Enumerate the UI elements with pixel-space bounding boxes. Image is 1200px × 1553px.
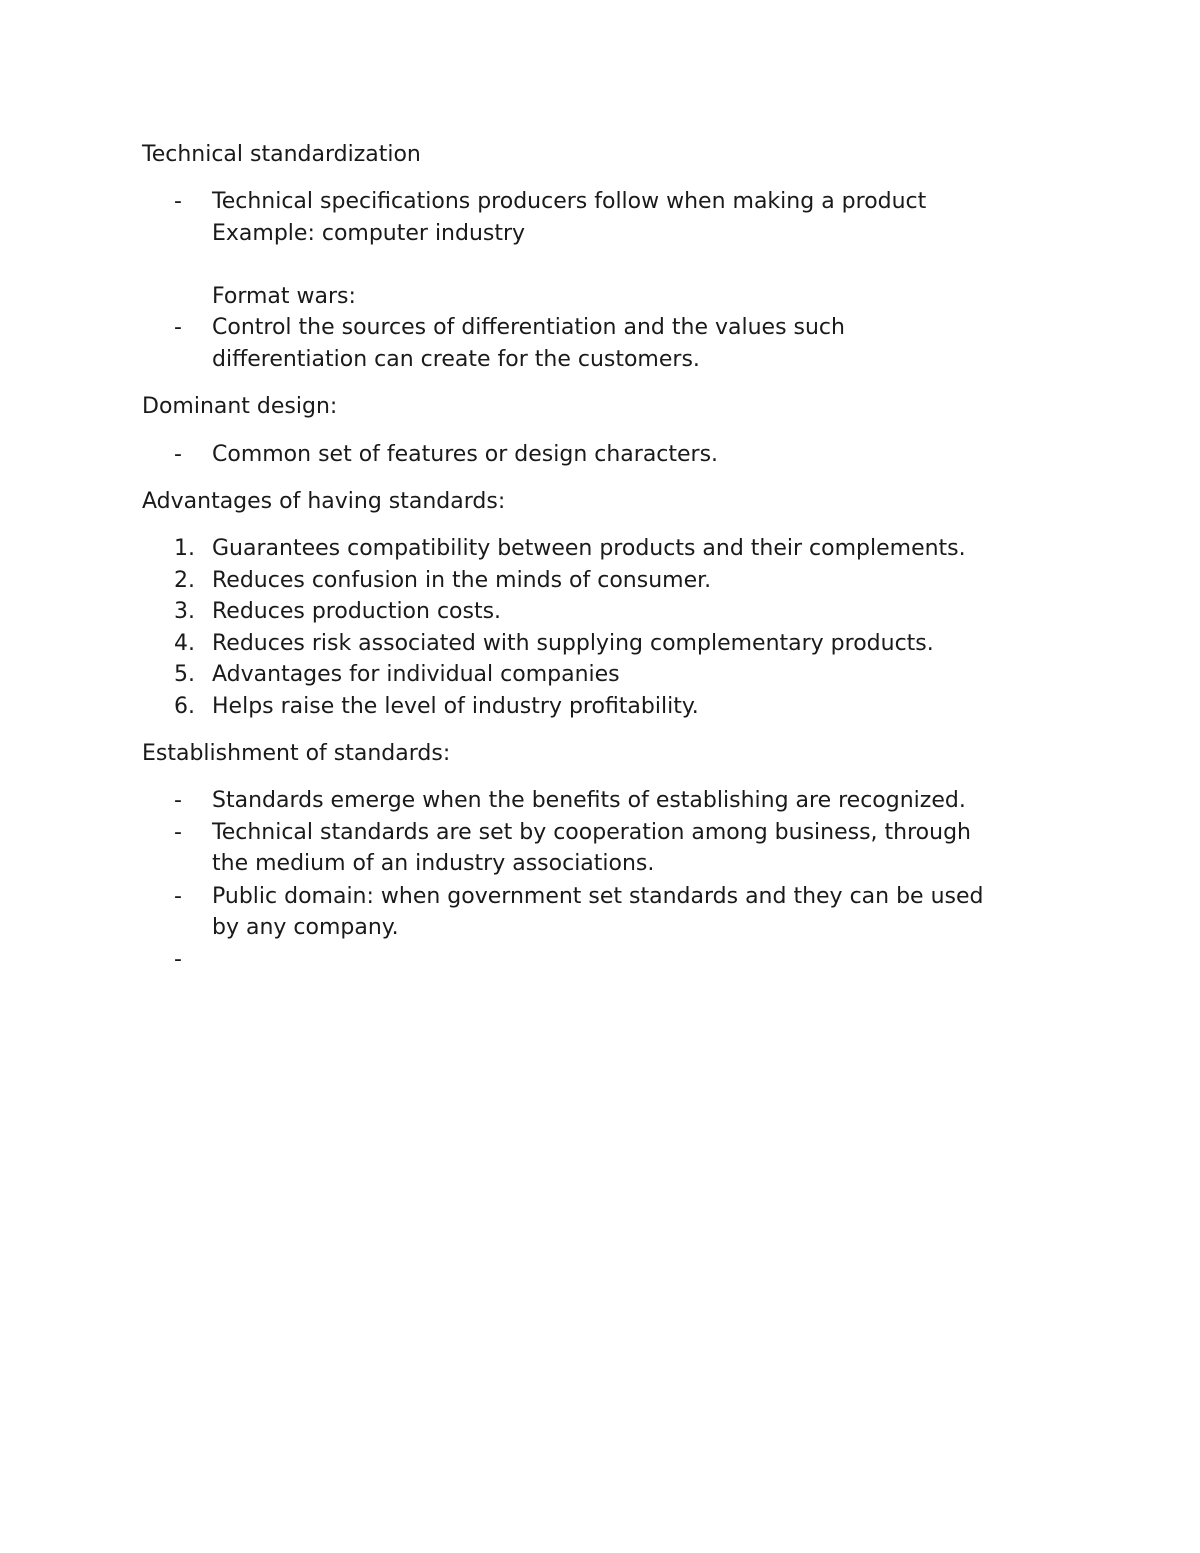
bullet-marker: - xyxy=(174,442,182,467)
list-item: Reduces production costs. xyxy=(212,599,502,624)
bullet-marker: - xyxy=(174,947,182,972)
list-item: Helps raise the level of industry profitability. xyxy=(212,694,699,719)
bullet-text-line: Example: computer industry xyxy=(212,221,526,246)
list-item: Guarantees compatibility between products and their complements. xyxy=(212,536,966,561)
section-heading-advantages: Advantages of having standards: xyxy=(142,489,506,514)
section-heading-establishment: Establishment of standards: xyxy=(142,741,451,766)
list-number: 3. xyxy=(174,599,195,624)
bullet-marker: - xyxy=(174,315,182,340)
list-number: 1. xyxy=(174,536,195,561)
bullet-text-line: Common set of features or design characters. xyxy=(212,442,719,467)
bullet-text-line: differentiation can create for the customers. xyxy=(212,347,700,372)
section-heading-dominant-design: Dominant design: xyxy=(142,394,338,419)
bullet-text-line: Standards emerge when the benefits of establishing are recognized. xyxy=(212,788,966,813)
bullet-marker: - xyxy=(174,884,182,909)
list-item: Reduces risk associated with supplying complementary products. xyxy=(212,631,934,656)
bullet-text-line: by any company. xyxy=(212,915,399,940)
bullet-text-line: Public domain: when government set standards and they can be used xyxy=(212,884,984,909)
section-heading-technical-standardization: Technical standardization xyxy=(142,142,421,167)
bullet-marker: - xyxy=(174,788,182,813)
list-number: 2. xyxy=(174,568,195,593)
bullet-text-line: Control the sources of differentiation and the values such xyxy=(212,315,845,340)
bullet-marker: - xyxy=(174,820,182,845)
subheading-format-wars: Format wars: xyxy=(212,284,356,309)
list-number: 4. xyxy=(174,631,195,656)
list-item: Advantages for individual companies xyxy=(212,662,620,687)
list-item: Reduces confusion in the minds of consumer. xyxy=(212,568,712,593)
bullet-text-line: Technical specifications producers follow when making a product xyxy=(212,189,927,214)
list-number: 5. xyxy=(174,662,195,687)
bullet-marker: - xyxy=(174,189,182,214)
bullet-text-line: the medium of an industry associations. xyxy=(212,851,655,876)
list-number: 6. xyxy=(174,694,195,719)
bullet-text-line: Technical standards are set by cooperation among business, through xyxy=(212,820,971,845)
